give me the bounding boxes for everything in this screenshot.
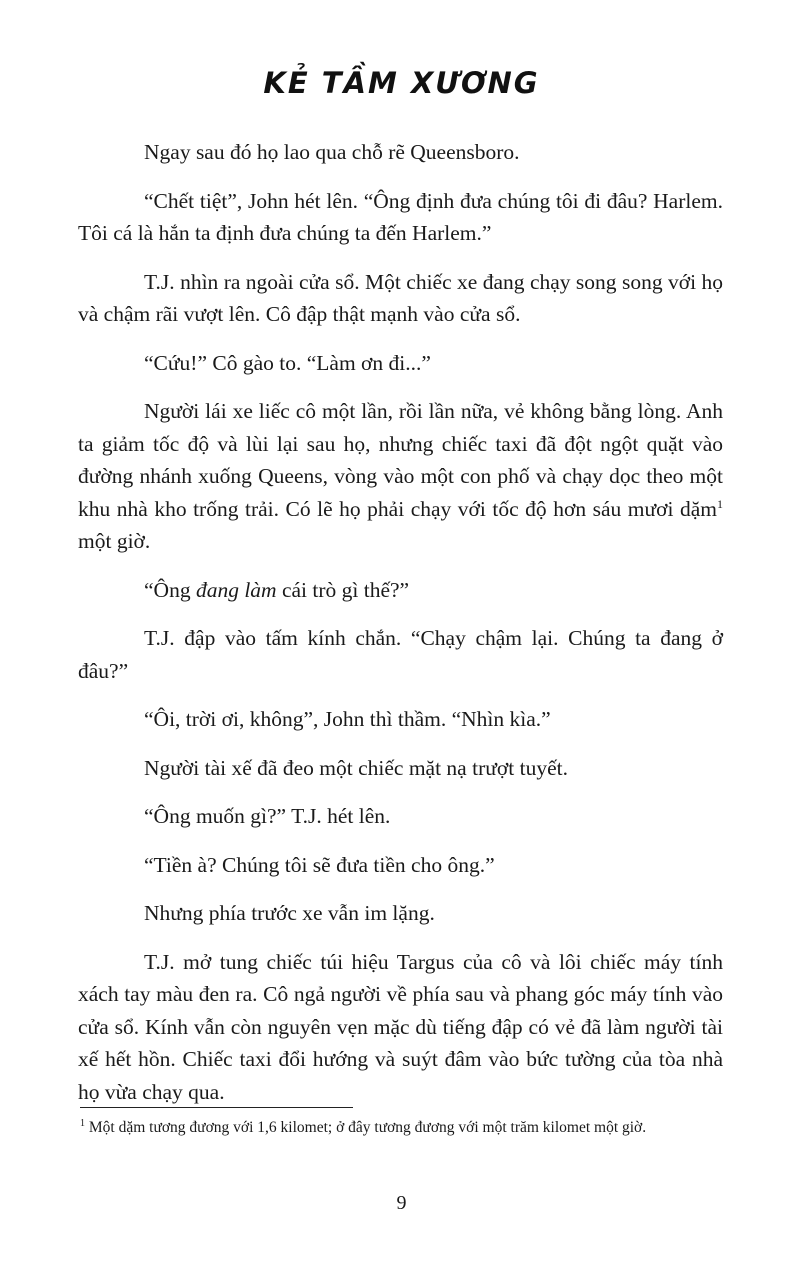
footnote-marker: 1 [80,1117,85,1129]
paragraph [78,395,723,558]
paragraph: “Chết tiệt”, John hét lên. “Ông định đưa chúng tôi đi đâu? Harlem. Tôi cá là hắn ta định đưa chúng ta đến Harlem.” [78,188,723,245]
paragraph: Nhưng phía trước xe vẫn im lặng. [144,901,435,925]
paragraph-text: một giờ. [78,529,151,553]
emphasis-text: đang làm [195,577,277,602]
chapter-header: KẺ TẦM XƯƠNG [263,66,540,100]
body-text [78,136,723,1124]
paragraph: T.J. mở tung chiếc túi hiệu Targus của cô và lôi chiếc máy tính xách tay màu đen ra. Cô ngả người về phía sau và phang góc máy tính vào cửa sổ. Kính vẫn còn nguyên vẹn mặc dù tiếng đập có vẻ đã làm người tài xế hết hồn. Chiếc taxi đổi hướng và suýt đâm vào bức tường của tòa nhà họ vừa chạy qua. [78,949,723,1104]
paragraph-text: Người lái xe liếc cô một lần, rồi lần nữa, vẻ không bằng lòng. Anh ta giảm tốc độ và lùi lại sau họ, nhưng chiếc taxi đã đột ngột quặt vào đường nhánh xuống Queens, vòng vào một con phố và chạy dọc theo một khu nhà kho trống trải. Có lẽ họ phải chạy với tốc độ hơn sáu mươi dặm [78,399,723,521]
paragraph-text: “Ông [144,577,196,602]
paragraph: “Ôi, trời ơi, không”, John thì thầm. “Nhìn kìa.” [144,707,551,731]
footnote-reference: 1 [717,496,723,511]
paragraph: T.J. đập vào tấm kính chắn. “Chạy chậm lại. Chúng ta đang ở đâu?” [78,626,723,683]
page-number: 9 [396,1192,407,1214]
paragraph-text: cái trò gì thế?” [276,577,410,602]
footnote-divider [80,1107,353,1108]
paragraph: “Tiền à? Chúng tôi sẽ đưa tiền cho ông.” [144,852,495,877]
paragraph: T.J. nhìn ra ngoài cửa sổ. Một chiếc xe đang chạy song song với họ và chậm rãi vượt lên. Cô đập thật mạnh vào cửa sổ. [78,269,723,326]
paragraph: “Ông muốn gì?” T.J. hét lên. [144,804,391,828]
paragraph: Ngay sau đó họ lao qua chỗ rẽ Queensboro. [144,140,520,164]
paragraph: “Cứu!” Cô gào to. “Làm ơn đi...” [144,350,431,375]
footnote [80,1117,727,1139]
paragraph [78,574,723,607]
footnote-text: Một dặm tương đương với 1,6 kilomet; ở đây tương đương với một trăm kilomet một giờ. [85,1119,647,1136]
paragraph: Người tài xế đã đeo một chiếc mặt nạ trượt tuyết. [144,755,568,780]
